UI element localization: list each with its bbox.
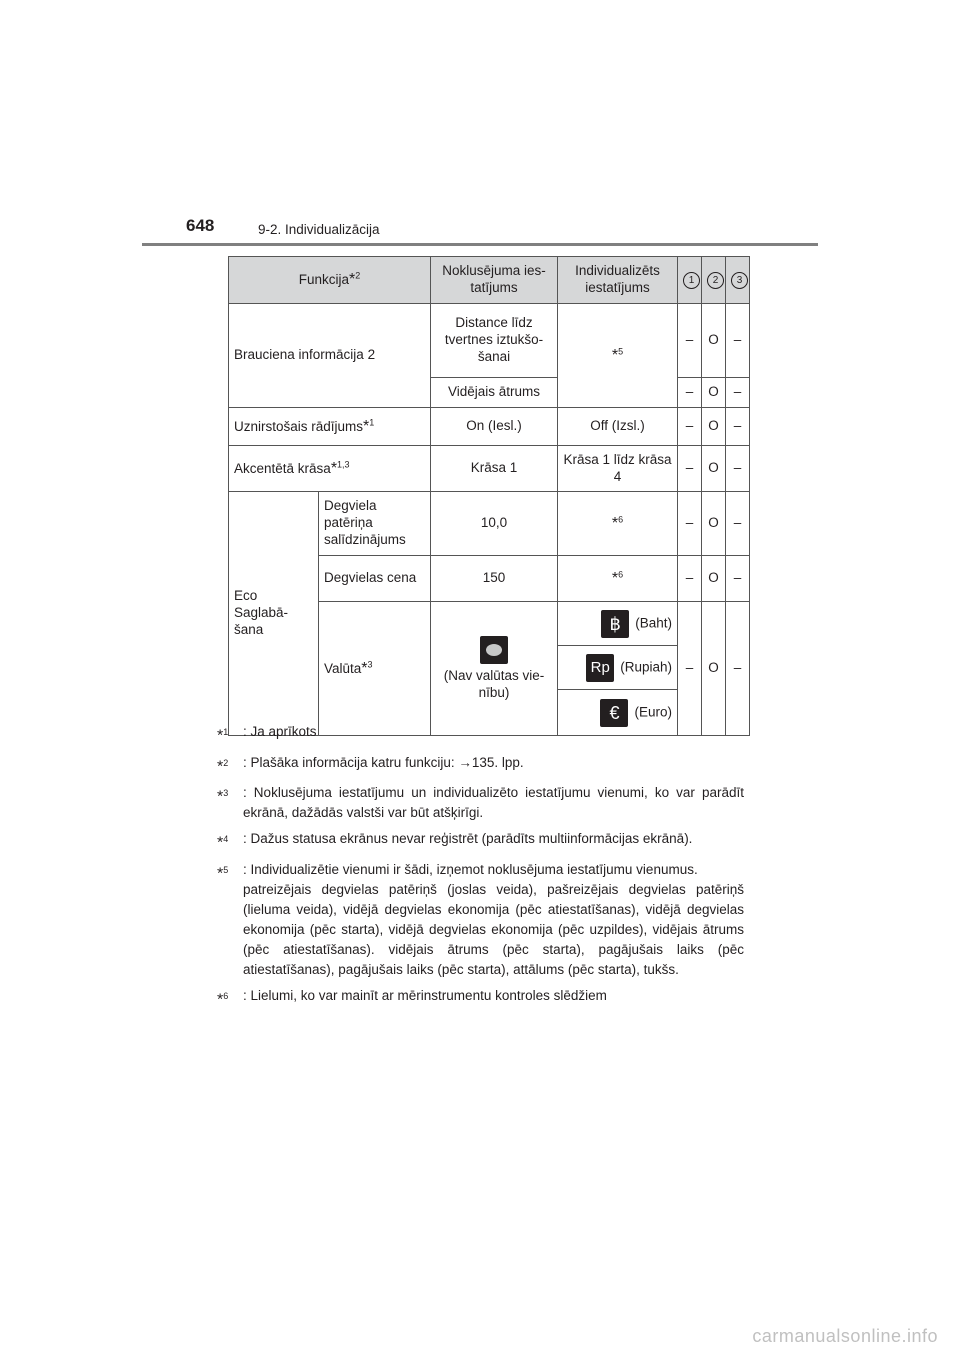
header-custom: Individualizēts iestatījums	[558, 257, 678, 304]
header-col3	[726, 257, 750, 304]
mark-dash: –	[678, 492, 702, 556]
mark-dash: –	[678, 602, 702, 736]
row-fuel-comp-default: 10,0	[431, 492, 558, 556]
mark-circle: O	[702, 378, 726, 408]
mark-circle: O	[702, 492, 726, 556]
mark-circle: O	[702, 602, 726, 736]
footnote-5: *$^5$ : Individualizētie vienumi ir šādi, izņemot noklusējuma iestatījumu vienumus. patreizējais degvielas patēriņš (joslas veida), pašreizējais degvielas patēriņš (lieluma veida), vidējā degvielas ekonomija (pēc atiestatīšanas), vidējā degvielas ekonomija (pēc starta), vidējā degvielas ekonomija (pēc uzpildes), vidējais ātrums (pēc atiestatīšanas). vidējais ātrums (pēc starta), pagājušais laiks (pēc atiestatīšanas), pagājušais laiks (pēc starta), attālums (pēc starta), tukšs.	[217, 861, 744, 977]
mark-dash: –	[726, 446, 750, 492]
footnotes	[217, 722, 744, 1016]
mark-dash: –	[726, 556, 750, 602]
mark-circle: O	[702, 556, 726, 602]
row-fuel-comp-custom: *$^6$	[558, 492, 678, 556]
table-row	[229, 304, 750, 378]
footnote-6: *$^6$ : Lielumi, ko var mainīt ar mērinstrumentu kontroles slēdžiem	[217, 987, 607, 1008]
euro-icon: €	[600, 699, 628, 727]
circled-3-icon: 3	[731, 272, 748, 289]
row-accent-default: Krāsa 1	[431, 446, 558, 492]
section-title: 9-2. Individualizācija	[258, 222, 380, 237]
page-number: 648	[186, 216, 215, 235]
mark-circle: O	[702, 408, 726, 446]
table-row	[229, 446, 750, 492]
header-function: Funkcija*$^2$	[229, 257, 431, 304]
row-popup-name: Uznirstošais rādījums*$^1$	[229, 408, 431, 446]
mark-dash: –	[726, 408, 750, 446]
footnote-3: *$^3$ : Noklusējuma iestatījumu un individualizēto iestatījumu vienumi, ko var parādīt ekrānā, dažādās valstši var būt atšķirīgi.	[217, 785, 744, 820]
circled-2-icon: 2	[707, 272, 724, 289]
mark-circle: O	[702, 446, 726, 492]
row-currency-name: Valūta*$^3$	[319, 602, 431, 736]
row-accent-custom: Krāsa 1 līdz krāsa 4	[558, 446, 678, 492]
watermark: carmanualsonline.info	[752, 1326, 938, 1346]
header-col1	[678, 257, 702, 304]
currency-euro: € (Euro)	[558, 690, 678, 736]
circled-1-icon: 1	[683, 272, 700, 289]
mark-dash: –	[678, 304, 702, 378]
header-col2	[702, 257, 726, 304]
row-fuel-price-default: 150	[431, 556, 558, 602]
row-popup-default: On (Iesl.)	[431, 408, 558, 446]
row-accent-name: Akcentētā krāsa*$^{1,3}$	[229, 446, 431, 492]
row-fuel-price-name: Degvielas cena	[319, 556, 431, 602]
mark-dash: –	[726, 492, 750, 556]
function-table	[228, 256, 750, 736]
no-currency-icon	[480, 636, 508, 664]
mark-dash: –	[726, 304, 750, 378]
header-divider	[142, 243, 818, 246]
mark-circle: O	[702, 304, 726, 378]
row-popup-custom: Off (Izsl.)	[558, 408, 678, 446]
mark-dash: –	[678, 446, 702, 492]
table-row	[229, 492, 750, 556]
table-row	[229, 408, 750, 446]
row-fuel-comp-name: Degviela patēriņa salīdzinājums	[319, 492, 431, 556]
mark-dash: –	[726, 378, 750, 408]
currency-rupiah: Rp (Rupiah)	[558, 646, 678, 690]
mark-dash: –	[678, 556, 702, 602]
header-default: Noklusējuma ies-tatījums	[431, 257, 558, 304]
rupiah-icon: Rp	[586, 654, 614, 682]
footnote-4: *$^4$ : Dažus statusa ekrānus nevar reģistrēt (parādīts multiinformācijas ekrānā).	[217, 831, 693, 852]
row-trip2-default1: Distance līdz tvertnes iztukšo-šanai	[431, 304, 558, 378]
mark-dash: –	[678, 408, 702, 446]
mark-dash: –	[726, 602, 750, 736]
mark-dash: –	[678, 378, 702, 408]
row-currency-default: (Nav valūtas vie-nību)	[431, 602, 558, 736]
row-fuel-price-custom: *$^6$	[558, 556, 678, 602]
footnote-1: *$^1$ : Ja aprīkots	[217, 724, 317, 745]
table-header-row	[229, 257, 750, 304]
baht-icon: ฿	[601, 610, 629, 638]
row-trip2-default2: Vidējais ātrums	[431, 378, 558, 408]
row-trip2-custom: *$^5$	[558, 304, 678, 408]
currency-baht: ฿ (Baht)	[558, 602, 678, 646]
row-eco-name: Eco Saglabā-šana	[229, 492, 319, 736]
footnote-2: *$^2$ : Plašāka informācija katru funkciju: →135. lpp.	[217, 754, 524, 775]
row-trip2-name: Brauciena informācija 2	[229, 304, 431, 408]
